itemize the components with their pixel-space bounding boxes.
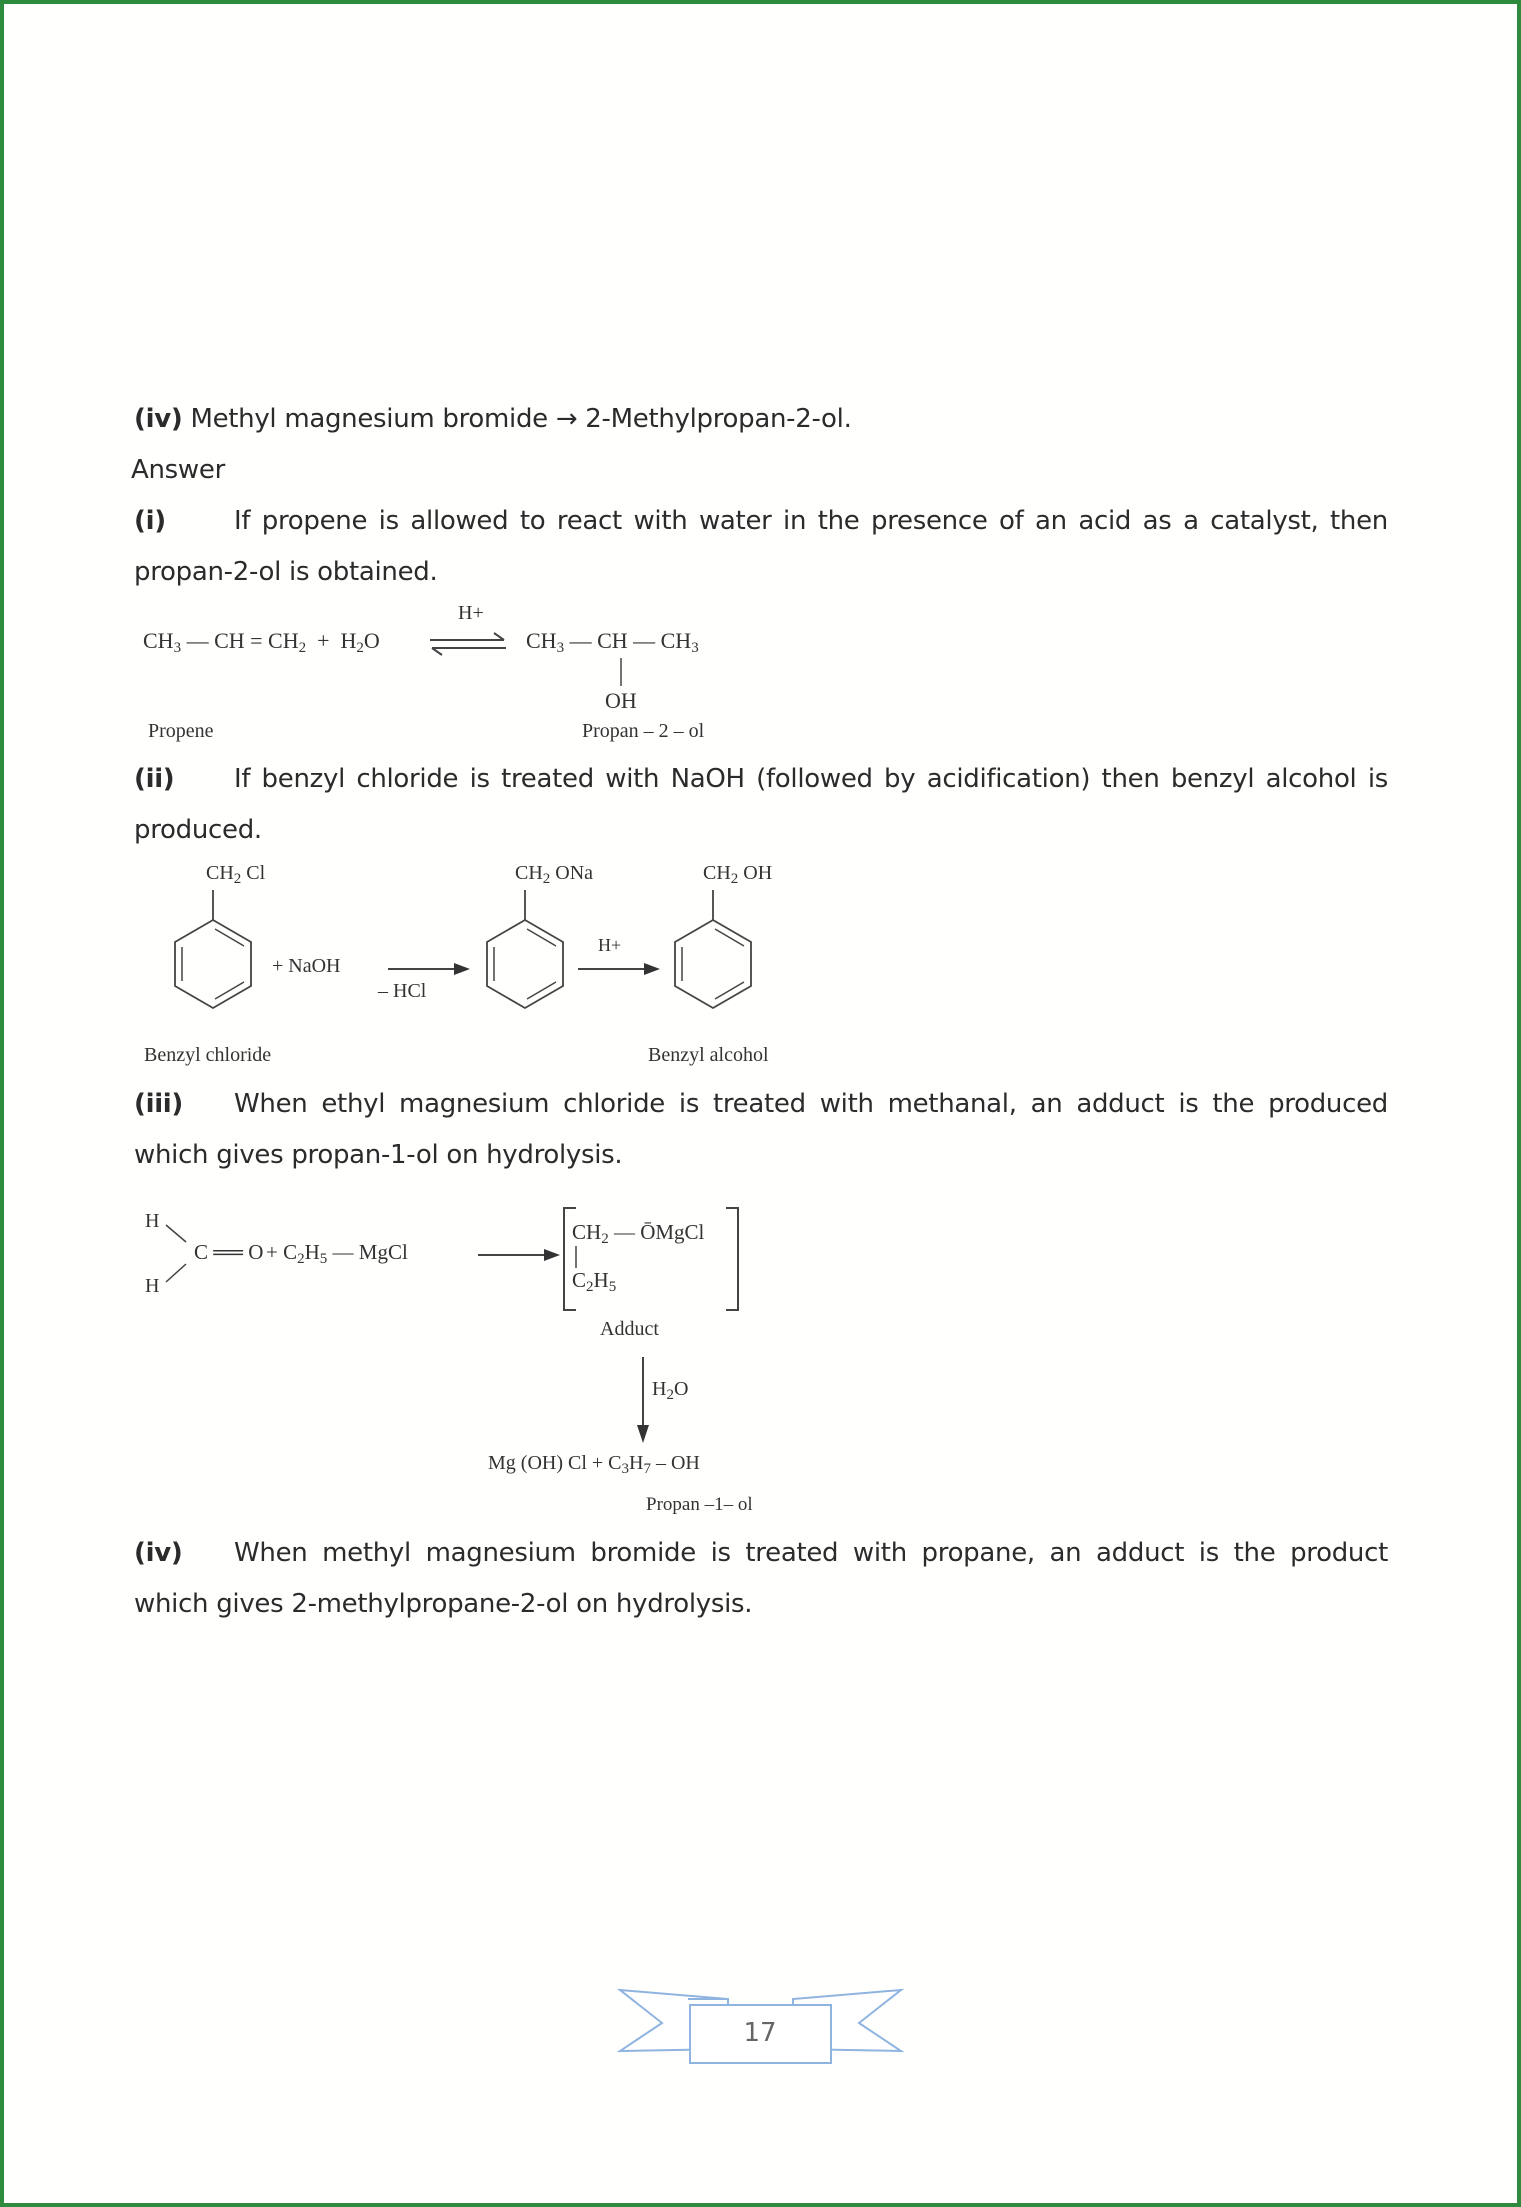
answer-ii — [134, 754, 1388, 856]
answer-iv — [134, 1528, 1388, 1630]
question-number: (iv) — [134, 404, 183, 434]
benzene-ring-icon — [670, 890, 760, 1015]
adduct-top: $CH_2$ — ŌMgCl — [572, 1220, 705, 1247]
reaction-2-reactant-label: Benzyl chloride — [144, 1044, 272, 1066]
reaction-3-reagent: + $C_2H_5$ — MgCl — [266, 1240, 408, 1267]
reaction-1-reactant-label: Propene — [148, 720, 214, 742]
intermediate-substituent: $CH_2$ ONa — [515, 862, 594, 887]
bond-line — [620, 658, 624, 688]
reaction-2-reagent: + NaOH — [272, 955, 341, 977]
reaction-2-product-label: Benzyl alcohol — [648, 1044, 769, 1066]
benzene-ring-icon — [170, 890, 260, 1015]
reaction-1-product: $CH_3$ — CH — $CH_3$ — [526, 628, 699, 656]
adduct-label: Adduct — [600, 1318, 659, 1340]
benzyl-chloride-substituent: $CH_2$ Cl — [206, 862, 266, 887]
reaction-1-product-label: Propan – 2 – ol — [582, 720, 705, 742]
equilibrium-arrow-icon — [428, 630, 508, 660]
reaction-arrow-icon — [578, 962, 663, 976]
benzyl-alcohol-substituent: $CH_2$ OH — [703, 862, 773, 887]
answer-text: If propene is allowed to react with water in the presence of an acid as a catalyst, then propan-2-ol is obtained. — [134, 506, 1388, 587]
reaction-arrow-icon — [478, 1248, 563, 1262]
answer-text: When ethyl magnesium chloride is treated with methanal, an adduct is the produced which gives propan-1-ol on hydrolysis. — [134, 1089, 1388, 1170]
answer-number: (iii) — [134, 1089, 184, 1119]
answer-i — [134, 496, 1388, 598]
answer-number: (ii) — [134, 764, 175, 794]
benzene-ring-icon — [482, 890, 572, 1015]
reaction-1-catalyst: H+ — [458, 602, 484, 624]
hydrolysis-reagent: $H_2O$ — [652, 1378, 689, 1403]
downward-arrow-icon — [636, 1357, 650, 1447]
reaction-arrow-icon — [388, 962, 473, 976]
answer-text: When methyl magnesium bromide is treated with propane, an adduct is the product which gives 2-methylpropane-2-ol on hydrolysis. — [134, 1538, 1388, 1619]
hydrogen-atom: H — [145, 1210, 160, 1232]
page-number: 17 — [743, 2018, 777, 2048]
answer-label: Answer — [131, 455, 225, 485]
reaction-3-product-label: Propan –1– ol — [646, 1494, 753, 1515]
answer-iii — [134, 1079, 1388, 1181]
reaction-2-catalyst: H+ — [598, 935, 622, 955]
answer-number: (i) — [134, 506, 166, 536]
question-text: Methyl magnesium bromide → 2-Methylpropan-2-ol. — [190, 404, 852, 434]
methanal: C ══ O — [194, 1240, 264, 1264]
reaction-2-byproduct: – HCl — [378, 980, 427, 1002]
answer-number: (iv) — [134, 1538, 183, 1568]
reaction-3-products: Mg (OH) $Cl + C_3H_7$ – OH — [488, 1452, 700, 1477]
reaction-1-substituent: OH — [605, 688, 637, 713]
question-iv — [134, 394, 1388, 445]
hydrogen-atom: H — [145, 1275, 160, 1297]
adduct-bottom: $C_2H_5$ — [572, 1268, 617, 1295]
answer-text: If benzyl chloride is treated with NaOH (followed by acidification) then benzyl alcohol is produced. — [134, 764, 1388, 845]
reaction-1-reactants: $CH_3$ — CH = $CH_2 + H_2O$ — [143, 628, 380, 656]
